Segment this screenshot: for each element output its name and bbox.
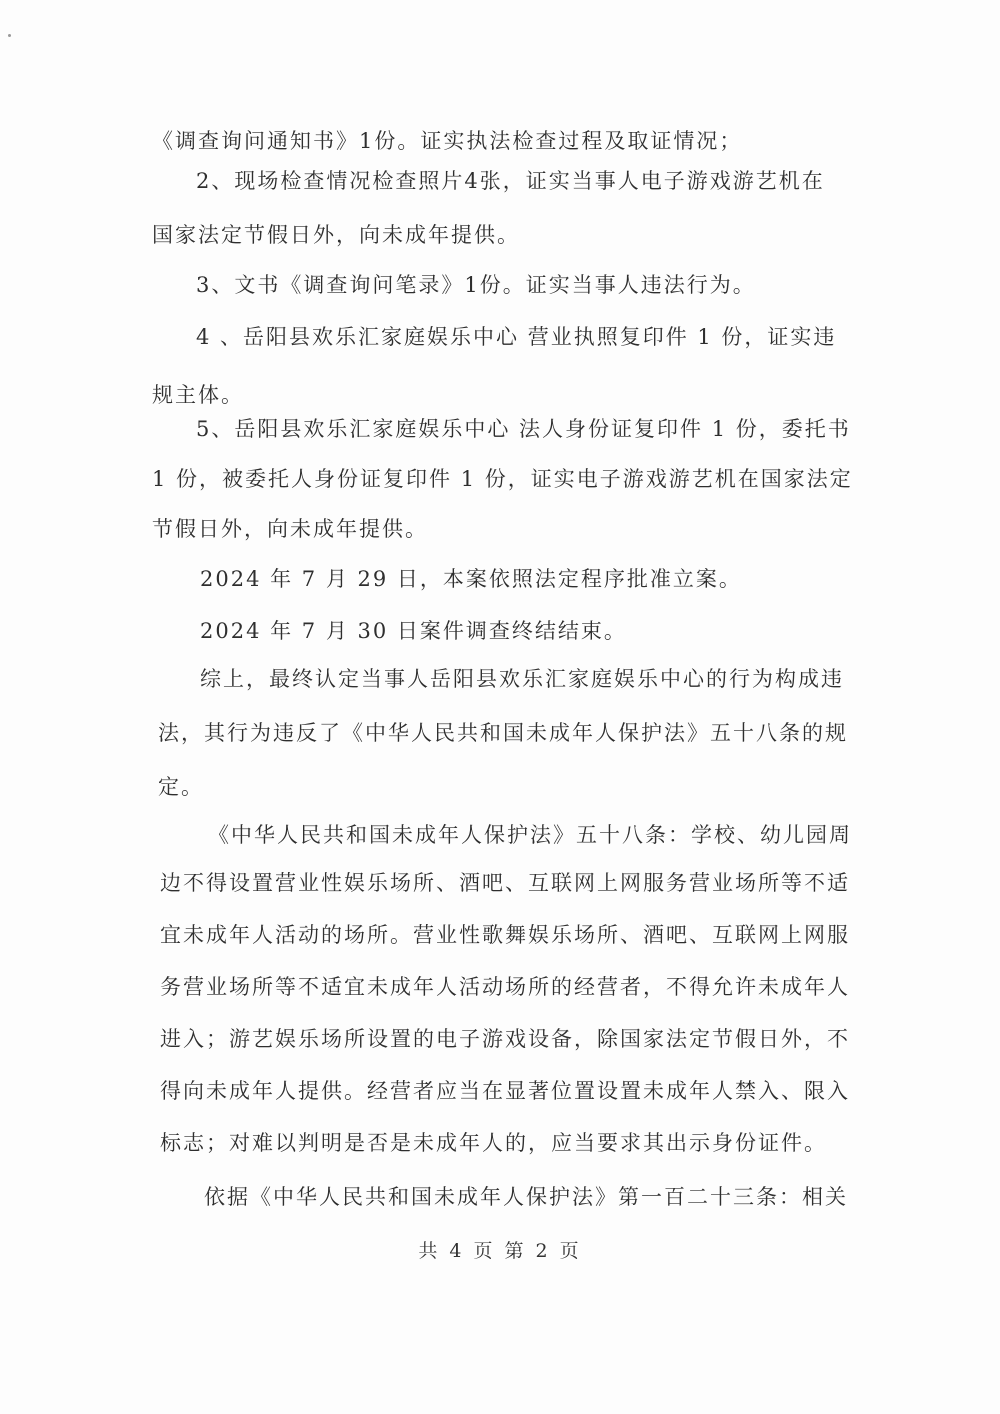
text-line-13: 法，其行为违反了《中华人民共和国未成年人保护法》五十八条的规 [158, 721, 848, 745]
text-line-3: 国家法定节假日外，向未成年提供。 [152, 223, 520, 247]
text-line-7: 5、岳阳县欢乐汇家庭娱乐中心 法人身份证复印件 1 份，委托书 [196, 417, 851, 441]
page-footer: 共 4 页 第 2 页 [418, 1240, 582, 1262]
text-line-22: 依据《中华人民共和国未成年人保护法》第一百二十三条：相关 [204, 1185, 848, 1209]
text-line-20: 得向未成年人提供。经营者应当在显著位置设置未成年人禁入、限入 [160, 1079, 850, 1103]
text-line-11: 2024 年 7 月 30 日案件调查终结结束。 [200, 619, 627, 643]
text-line-10: 2024 年 7 月 29 日，本案依照法定程序批准立案。 [200, 567, 742, 591]
text-line-14: 定。 [158, 775, 204, 799]
text-line-6: 规主体。 [152, 383, 244, 407]
text-line-15: 《中华人民共和国未成年人保护法》五十八条：学校、幼儿园周 [208, 823, 852, 847]
text-line-21: 标志；对难以判明是否是未成年人的，应当要求其出示身份证件。 [160, 1131, 827, 1155]
text-line-5: 4 、岳阳县欢乐汇家庭娱乐中心 营业执照复印件 1 份，证实违 [196, 325, 837, 349]
text-line-18: 务营业场所等不适宜未成年人活动场所的经营者，不得允许未成年人 [160, 975, 850, 999]
text-line-1: 《调查询问通知书》1份。证实执法检查过程及取证情况； [152, 129, 743, 153]
text-line-8: 1 份，被委托人身份证复印件 1 份，证实电子游戏游艺机在国家法定 [152, 467, 853, 491]
scan-speck [8, 34, 11, 37]
text-line-19: 进入；游艺娱乐场所设置的电子游戏设备，除国家法定节假日外，不 [160, 1027, 850, 1051]
text-line-12: 综上，最终认定当事人岳阳县欢乐汇家庭娱乐中心的行为构成违 [200, 667, 844, 691]
text-line-9: 节假日外，向未成年提供。 [152, 517, 428, 541]
text-line-4: 3、文书《调查询问笔录》1份。证实当事人违法行为。 [196, 273, 756, 297]
text-line-16: 边不得设置营业性娱乐场所、酒吧、互联网上网服务营业场所等不适 [160, 871, 850, 895]
text-line-2: 2、现场检查情况检查照片4张，证实当事人电子游戏游艺机在 [196, 169, 825, 193]
text-line-17: 宜未成年人活动的场所。营业性歌舞娱乐场所、酒吧、互联网上网服 [160, 923, 850, 947]
